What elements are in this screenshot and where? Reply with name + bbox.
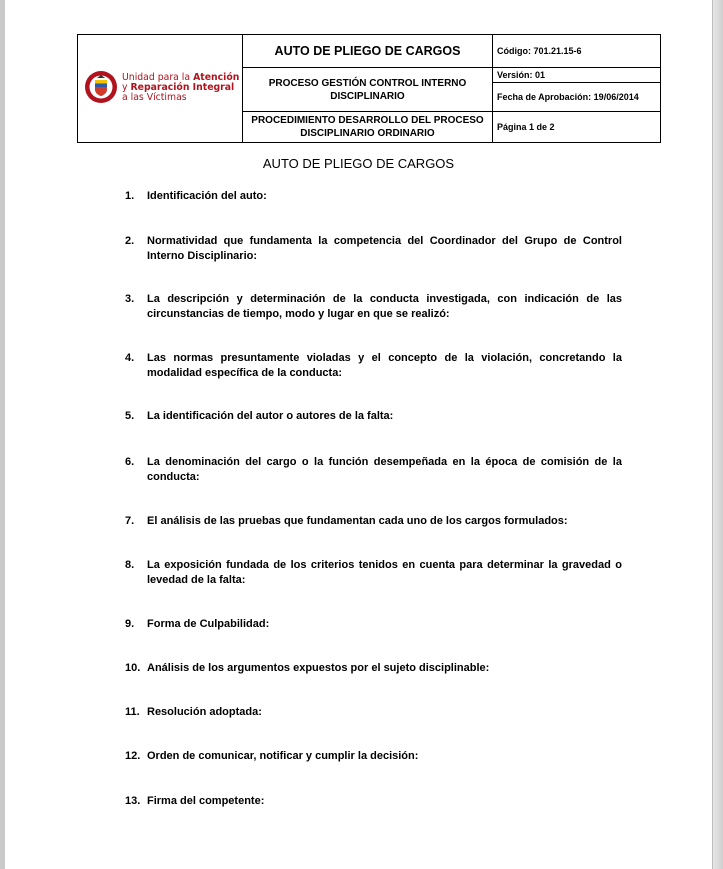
logo-cell	[78, 35, 243, 143]
organization-logo	[84, 70, 242, 106]
list-item: 8. La exposición fundada de los criterios tenidos en cuenta para determinar la gravedad o levedad de la falta:	[125, 559, 622, 586]
list-item: 1. Identificación del auto:	[125, 190, 267, 202]
list-item: 3. La descripción y determinación de la conducta investigada, con indicación de las circunstancias de tiempo, modo y lugar en que se realizó:	[125, 293, 622, 320]
header-procedure: PROCEDIMIENTO DESARROLLO DEL PROCESO DISCIPLINARIO ORDINARIO	[243, 112, 493, 143]
list-item: 11. Resolución adoptada:	[125, 706, 262, 718]
list-item: 6. La denominación del cargo o la función desempeñada en la época de comisión de la conducta:	[125, 456, 622, 483]
list-item: 7. El análisis de las pruebas que fundamentan cada uno de los cargos formulados:	[125, 515, 568, 527]
document-header-table	[77, 34, 661, 143]
window-scrollbar[interactable]	[712, 0, 723, 869]
list-item: 2. Normatividad que fundamenta la competencia del Coordinador del Grupo de Control Interno Disciplinario:	[125, 235, 622, 262]
header-page-number: Página 1 de 2	[493, 112, 661, 143]
header-version: Versión: 01	[493, 68, 660, 83]
header-doc-title: AUTO DE PLIEGO DE CARGOS	[243, 35, 493, 68]
header-approval-date: Fecha de Aprobación: 19/06/2014	[497, 92, 639, 102]
list-item: 5. La identificación del autor o autores de la falta:	[125, 410, 394, 422]
logo-text: Unidad para la Atención y Reparación Integral a las Víctimas	[122, 72, 240, 103]
list-item: 12. Orden de comunicar, notificar y cumplir la decisión:	[125, 750, 419, 762]
header-process: PROCESO GESTIÓN CONTROL INTERNO DISCIPLINARIO	[243, 68, 493, 112]
list-item: 9. Forma de Culpabilidad:	[125, 618, 270, 630]
header-code: Código: 701.21.15-6	[493, 35, 661, 68]
page-title: AUTO DE PLIEGO DE CARGOS	[262, 156, 455, 171]
list-item: 10. Análisis de los argumentos expuestos por el sujeto disciplinable:	[125, 662, 490, 674]
header-version-and-date	[493, 68, 661, 112]
list-item: 13. Firma del competente:	[125, 795, 265, 807]
document-page	[5, 0, 712, 869]
colombia-coat-of-arms-icon	[84, 70, 118, 104]
list-item: 4. Las normas presuntamente violadas y el concepto de la violación, concretando la modalidad específica de la conducta:	[125, 352, 622, 379]
